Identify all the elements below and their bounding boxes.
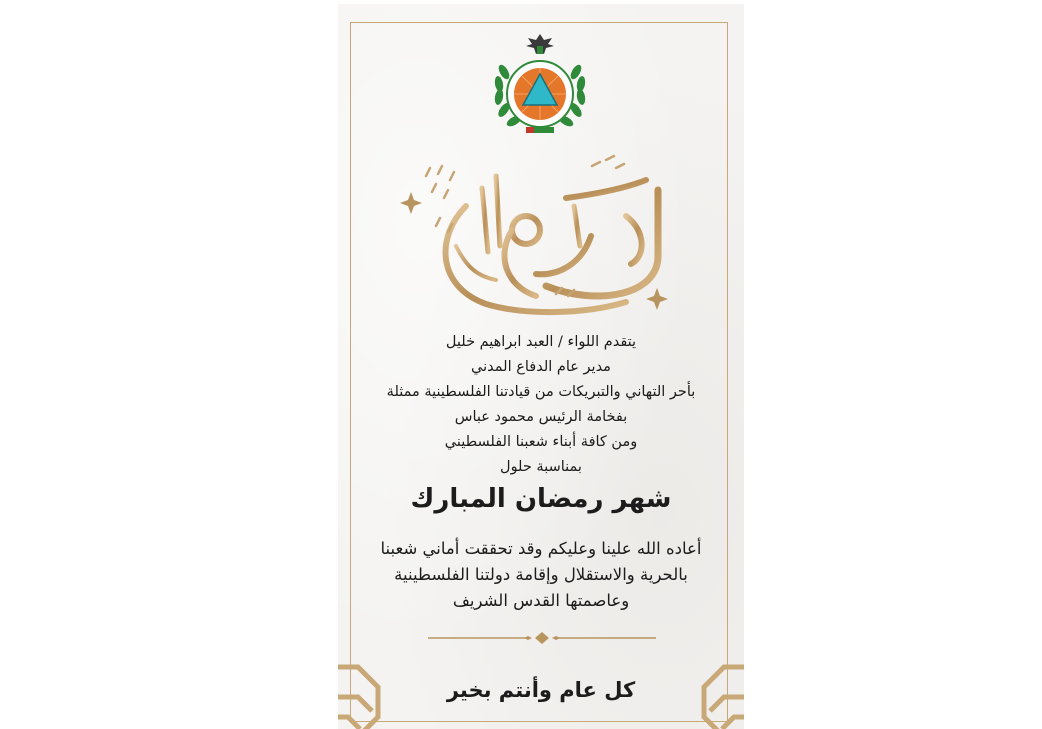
closing-wish: كل عام وأنتم بخير bbox=[446, 678, 636, 702]
greeting-card bbox=[338, 4, 744, 729]
ornamental-divider bbox=[428, 630, 656, 646]
greeting-line-6: بمناسبة حلول bbox=[500, 459, 582, 475]
wish-line-2: بالحرية والاستقلال وإقامة دولتنا الفلسطينية bbox=[394, 565, 688, 584]
wish-line-3: وعاصمتها القدس الشريف bbox=[452, 591, 630, 610]
greeting-line-5: ومن كافة أبناء شعبنا الفلسطيني bbox=[444, 434, 638, 450]
occasion-title: شهر رمضان المبارك bbox=[410, 484, 672, 514]
corner-ornament-right bbox=[662, 647, 744, 729]
greeting-line-3: بأحر التهاني والتبريكات من قيادتنا الفلسطينية ممثلة bbox=[386, 384, 696, 400]
wish-line-1: أعاده الله علينا وعليكم وقد تحققت أماني شعبنا bbox=[380, 539, 702, 558]
greeting-line-4: بفخامة الرئيس محمود عباس bbox=[454, 409, 628, 425]
civil-defense-emblem bbox=[490, 32, 590, 144]
corner-ornament-left bbox=[338, 647, 420, 729]
greeting-line-2: مدير عام الدفاع المدني bbox=[471, 359, 611, 375]
ramadan-kareem-calligraphy bbox=[396, 146, 688, 318]
diamond-icon bbox=[535, 632, 549, 644]
greeting-line-1: يتقدم اللواء / العبد ابراهيم خليل bbox=[445, 334, 637, 350]
eagle-icon bbox=[526, 34, 554, 54]
